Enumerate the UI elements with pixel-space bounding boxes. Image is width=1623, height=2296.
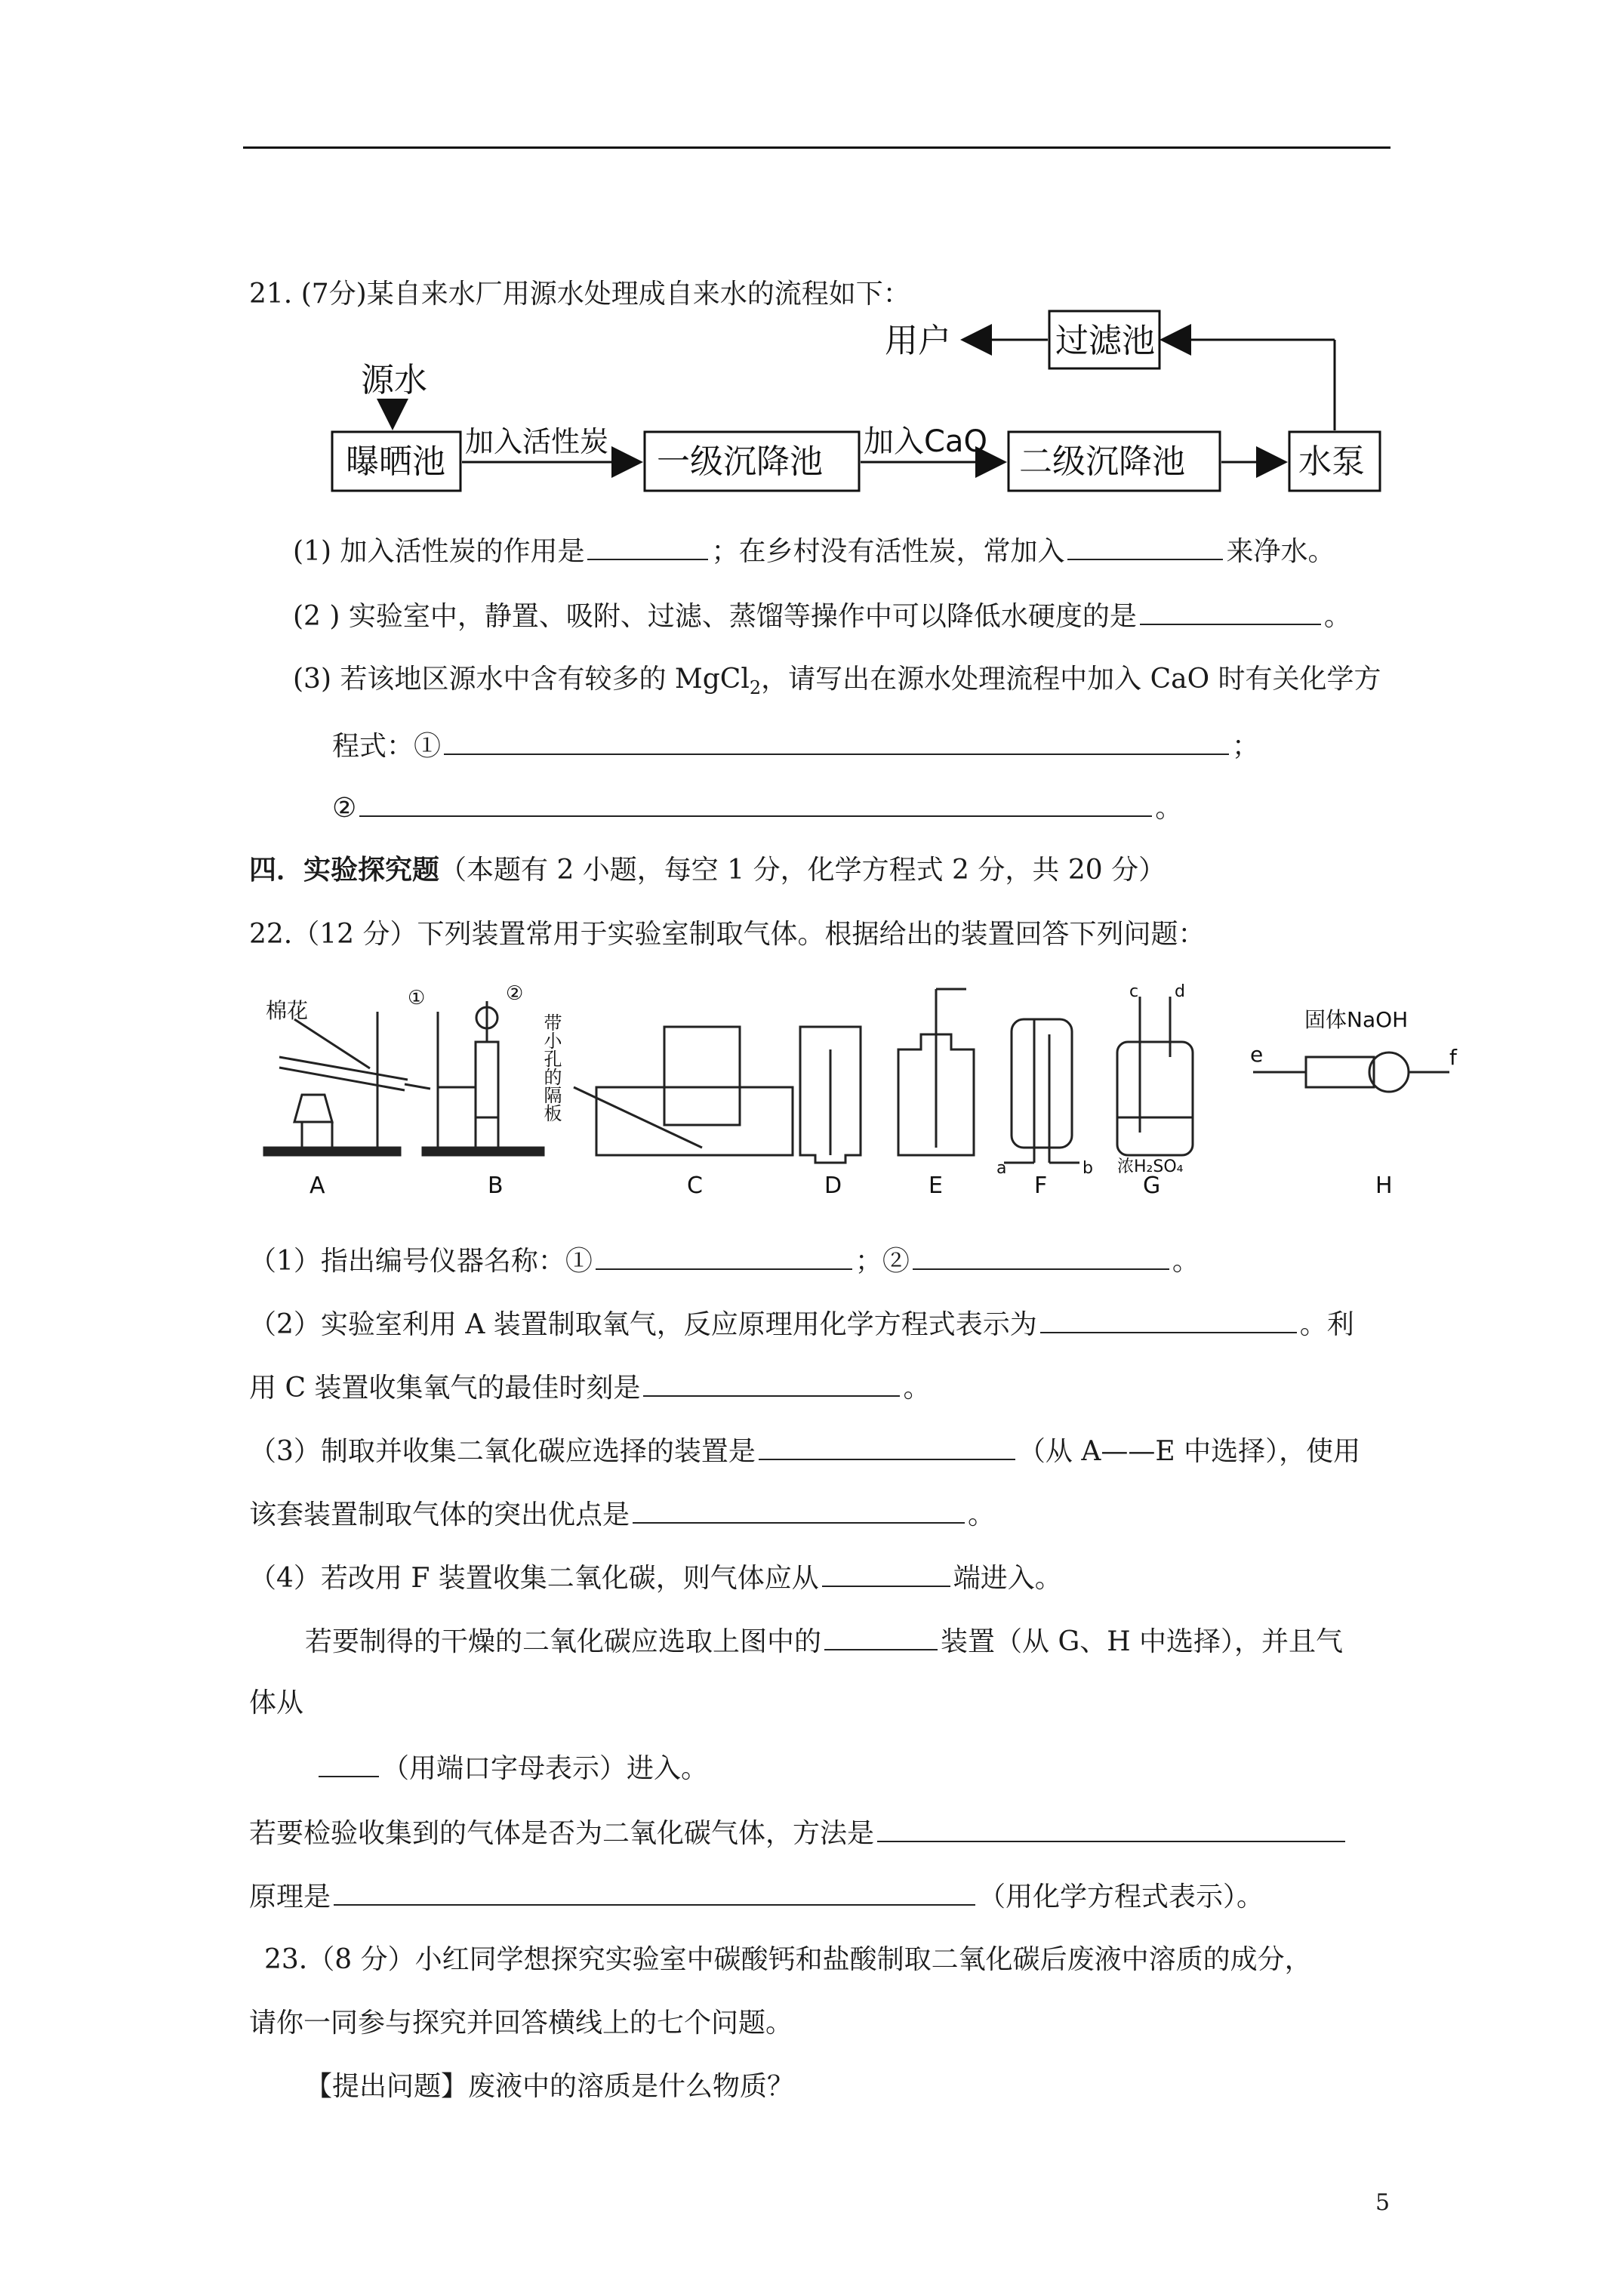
answer-blank[interactable] [822,1560,950,1587]
answer-blank[interactable] [334,1878,975,1906]
answer-blank[interactable] [1040,1306,1297,1333]
fig-label-E: E [929,1173,943,1199]
q21-p2-text-b: 。 [1323,601,1351,632]
q21-p3-text-d: ； [1232,731,1260,762]
q22-part6 [249,1878,1264,1914]
q22-p1-text-a: （1）指出编号仪器名称：① [249,1246,593,1277]
q21-p3-text-f: 。 [1155,793,1183,824]
q21-p1-text-a: (1) 加入活性炭的作用是 [293,536,585,567]
q23-line2: 请你一同参与探究并回答横线上的七个问题。 [249,2008,793,2039]
label-port-b: b [1083,1159,1093,1178]
label-acid: 浓H₂SO₄ [1117,1157,1184,1176]
q22-part4c: 体从 [249,1687,304,1718]
q22-p4-text-d: 装置（从 G、H 中选择），并且气 [941,1626,1344,1657]
q22-p3-text-b: （从 A——E 中选择），使用 [1018,1436,1361,1467]
fig-label-F: F [1034,1173,1048,1199]
label-port-e: e [1250,1042,1264,1067]
flow-source-label: 源水 [361,361,427,399]
fig-label-A: A [310,1173,325,1199]
q22-p1-text-c: 。 [1172,1246,1200,1277]
section4-title: 四．实验探究题 [249,854,440,886]
answer-blank[interactable] [1067,533,1223,560]
q21-part2 [293,598,1351,633]
fig-label-H: H [1375,1173,1393,1199]
q22-p2-text-c: 用 C 装置收集氧气的最佳时刻是 [249,1373,641,1404]
q21-flow-diagram [325,302,1397,506]
label-naoh: 固体NaOH [1304,1007,1409,1032]
q22-p6-text-a: 原理是 [249,1881,331,1912]
label-num2: ② [506,982,524,1005]
answer-blank[interactable] [359,790,1152,817]
answer-blank[interactable] [596,1243,852,1270]
q21-p3-text-b: ，请写出在源水处理流程中加入 CaO 时有关化学方 [761,664,1381,695]
label-board: 带小孔的隔板 [540,1013,562,1122]
q22-p2-text-d: 。 [903,1373,931,1404]
q23-line1: 23.（8 分）小红同学想探究实验室中碳酸钙和盐酸制取二氧化碳后废液中溶质的成分， [264,1944,1312,1975]
q22-p2-text-a: （2）实验室利用 A 装置制取氧气，反应原理用化学方程式表示为 [249,1309,1037,1340]
answer-blank[interactable] [824,1623,938,1650]
q22-p4-text-a: （4）若改用 F 装置收集二氧化碳，则气体应从 [249,1563,819,1594]
fig-label-D: D [824,1173,842,1199]
flow-add-carbon-label: 加入活性炭 [465,425,609,458]
answer-blank[interactable] [319,1750,379,1777]
q22-stem: 22.（12 分）下列装置常用于实验室制取气体。根据给出的装置回答下列问题： [249,919,1206,950]
flow-add-cao-label: 加入CaO [864,424,987,459]
answer-blank[interactable] [444,728,1229,755]
q21-p1-text-c: 来净水。 [1226,536,1335,567]
flow-pump-label: 水泵 [1298,442,1365,481]
label-cotton: 棉花 [266,998,309,1023]
label-num1: ① [408,987,426,1009]
q21-stem: 21. (7分)某自来水厂用源水处理成自来水的流程如下： [249,279,910,310]
subscript: 2 [749,677,762,699]
q22-part4 [249,1560,1062,1595]
section4-note: （本题有 2 小题，每空 1 分，化学方程式 2 分，共 20 分） [439,855,1166,886]
q22-part2b [249,1370,930,1405]
q21-p1-text-b: ；在乡村没有活性炭，常加入 [711,536,1065,567]
q22-p3-text-a: （3）制取并收集二氧化碳应选择的装置是 [249,1436,756,1467]
fig-label-C: C [687,1173,703,1199]
q22-p4-text-c: 若要制得的干燥的二氧化碳应选取上图中的 [305,1626,822,1657]
q21-p3-text-e: ② [332,793,357,824]
flow-sun-pool-label: 曝晒池 [346,442,445,481]
answer-blank[interactable] [877,1815,1345,1842]
q21-p3-text-a: (3) 若该地区源水中含有较多的 MgCl [293,664,750,695]
q22-apparatus-figure [249,974,1487,1200]
q22-p4-text-f: （用端口字母表示）进入。 [382,1753,709,1784]
q22-p4-text-b: 端进入。 [953,1563,1062,1594]
flow-filter-label: 过滤池 [1055,322,1155,360]
page-number: 5 [1375,2190,1390,2216]
q22-part4b [305,1623,1343,1659]
q21-part1 [293,533,1335,569]
q21-p2-text-a: (2 ) 实验室中，静置、吸附、过滤、蒸馏等操作中可以降低水硬度的是 [293,601,1137,632]
q21-p3-text-c: 程式：① [332,731,442,762]
q22-p3-text-c: 该套装置制取气体的突出优点是 [249,1499,630,1530]
answer-blank[interactable] [633,1496,965,1524]
q22-part5 [249,1815,1348,1851]
q22-part3b [249,1496,995,1532]
q22-p6-text-b: （用化学方程式表示）。 [978,1881,1264,1912]
answer-blank[interactable] [643,1370,900,1397]
q22-p5-text-a: 若要检验收集到的气体是否为二氧化碳气体，方法是 [249,1818,875,1849]
flow-secondary-label: 二级沉降池 [1019,442,1185,481]
q22-part2 [249,1306,1354,1342]
q21-part3-eq2 [332,790,1182,825]
fig-label-B: B [488,1173,504,1199]
flow-primary-label: 一级沉降池 [657,442,823,481]
q22-part1 [249,1243,1200,1278]
q23-line3: 【提出问题】废液中的溶质是什么物质？ [305,2071,795,2102]
answer-blank[interactable] [1140,598,1321,625]
answer-blank[interactable] [913,1243,1169,1270]
answer-blank[interactable] [759,1433,1015,1460]
q21-part3 [293,663,1381,704]
header-rule [243,146,1390,149]
label-port-c: c [1129,982,1139,1001]
q22-part4d [316,1750,708,1786]
fig-label-G: G [1143,1173,1161,1199]
flow-user-label: 用户 [885,322,951,360]
q21-part3-eq1 [332,728,1259,763]
q22-p1-text-b: ；② [855,1246,910,1277]
q22-p2-text-b: 。利 [1299,1309,1354,1340]
q22-p3-text-d: 。 [968,1499,996,1530]
label-port-d: d [1175,982,1185,1001]
answer-blank[interactable] [587,533,708,560]
q22-part3 [249,1433,1360,1469]
label-port-f: f [1449,1045,1457,1070]
section4-heading [249,853,1166,887]
label-port-a: a [996,1159,1007,1178]
